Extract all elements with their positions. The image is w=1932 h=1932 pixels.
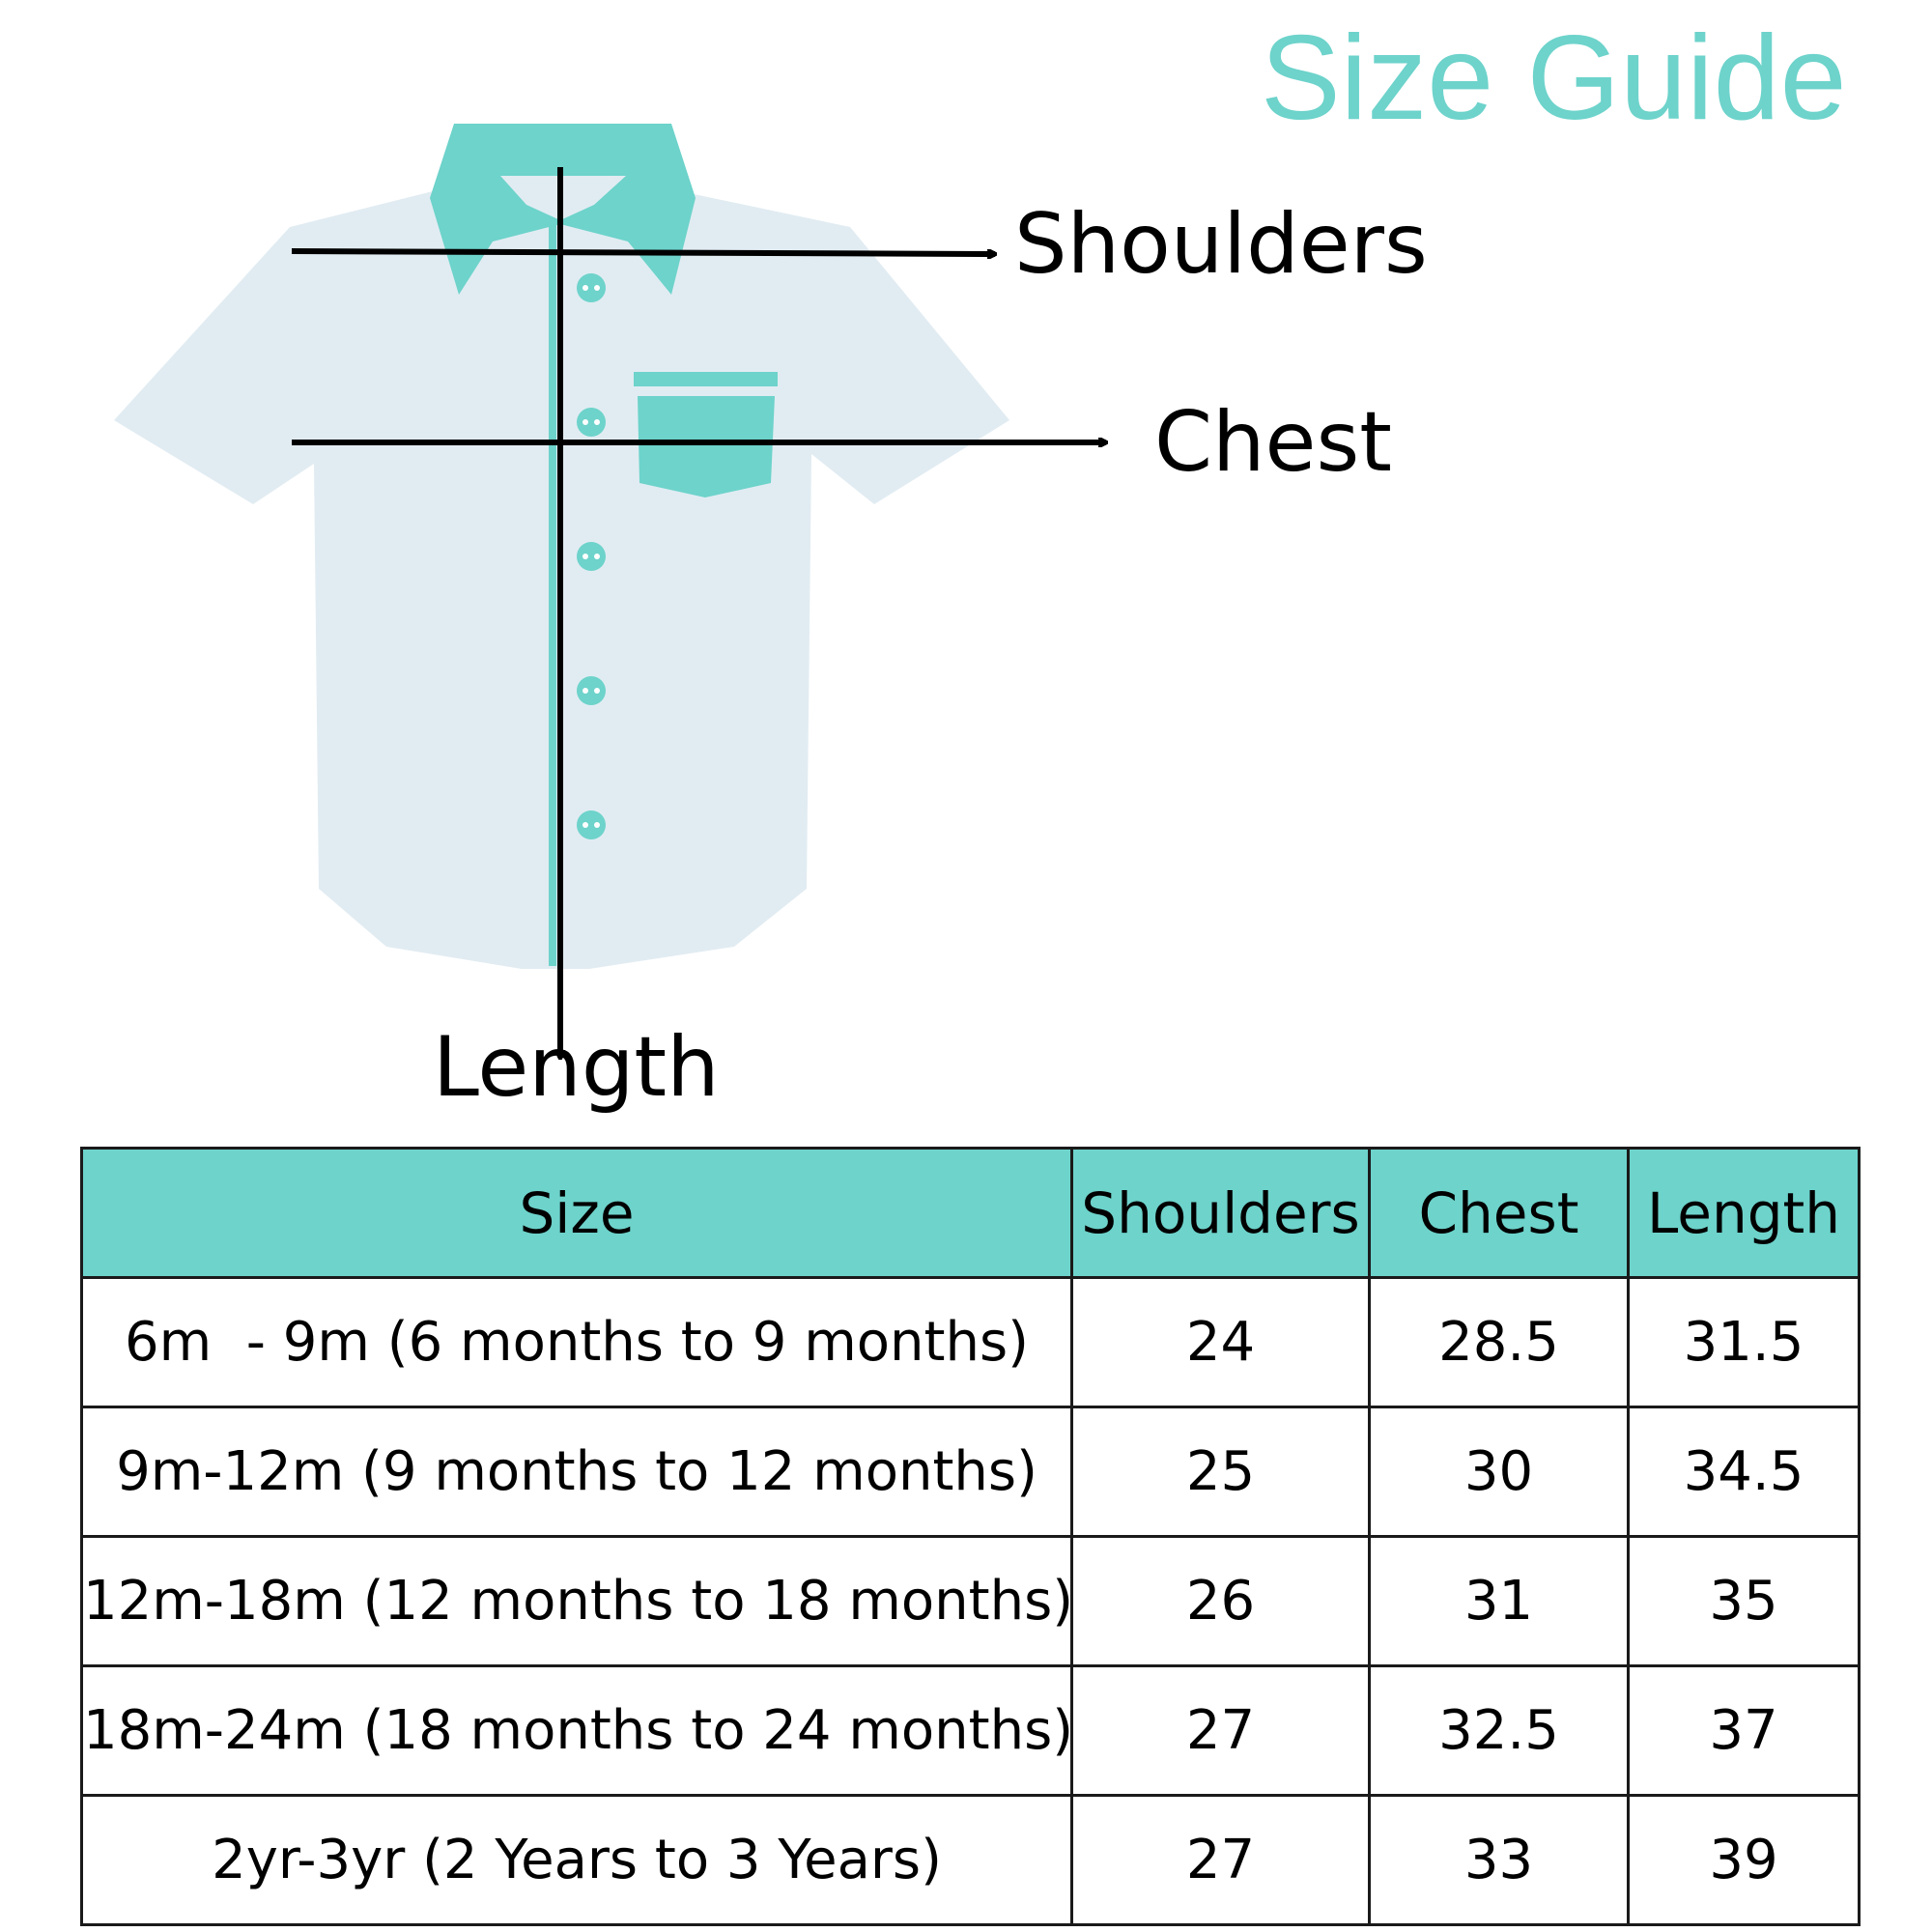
cell-shoulders: 24 [1072, 1278, 1370, 1407]
cell-length: 31.5 [1629, 1278, 1860, 1407]
cell-length: 34.5 [1629, 1407, 1860, 1537]
cell-size: 18m-24m (18 months to 24 months) [82, 1666, 1072, 1796]
cell-size: 12m-18m (12 months to 18 months) [82, 1537, 1072, 1666]
shirt-pocket-body [638, 396, 775, 497]
shoulders-arrow [292, 251, 995, 254]
chest-label: Chest [1154, 394, 1392, 491]
table-row [82, 1537, 1860, 1666]
cell-length: 35 [1629, 1537, 1860, 1666]
shirt-placket [549, 193, 556, 966]
table-row [82, 1278, 1860, 1407]
cell-chest: 31 [1370, 1537, 1629, 1666]
cell-length: 39 [1629, 1796, 1860, 1925]
cell-chest: 28.5 [1370, 1278, 1629, 1407]
table-row [82, 1796, 1860, 1925]
cell-size: 2yr-3yr (2 Years to 3 Years) [82, 1796, 1072, 1925]
page-title: Size Guide [1261, 12, 1847, 145]
header-length: Length [1629, 1149, 1860, 1278]
shirt-pocket [634, 372, 778, 386]
cell-shoulders: 26 [1072, 1537, 1370, 1666]
length-label: Length [433, 1019, 720, 1116]
header-chest: Chest [1370, 1149, 1629, 1278]
shoulders-label: Shoulders [1014, 196, 1428, 293]
size-table [80, 1147, 1861, 1926]
cell-size: 9m-12m (9 months to 12 months) [82, 1407, 1072, 1537]
cell-shoulders: 27 [1072, 1796, 1370, 1925]
header-shoulders: Shoulders [1072, 1149, 1370, 1278]
table-header-row [82, 1149, 1860, 1278]
cell-chest: 32.5 [1370, 1666, 1629, 1796]
cell-length: 37 [1629, 1666, 1860, 1796]
header-size: Size [82, 1149, 1072, 1278]
cell-chest: 33 [1370, 1796, 1629, 1925]
cell-size: 6m - 9m (6 months to 9 months) [82, 1278, 1072, 1407]
table-row [82, 1407, 1860, 1537]
cell-chest: 30 [1370, 1407, 1629, 1537]
cell-shoulders: 25 [1072, 1407, 1370, 1537]
table-row [82, 1666, 1860, 1796]
cell-shoulders: 27 [1072, 1666, 1370, 1796]
